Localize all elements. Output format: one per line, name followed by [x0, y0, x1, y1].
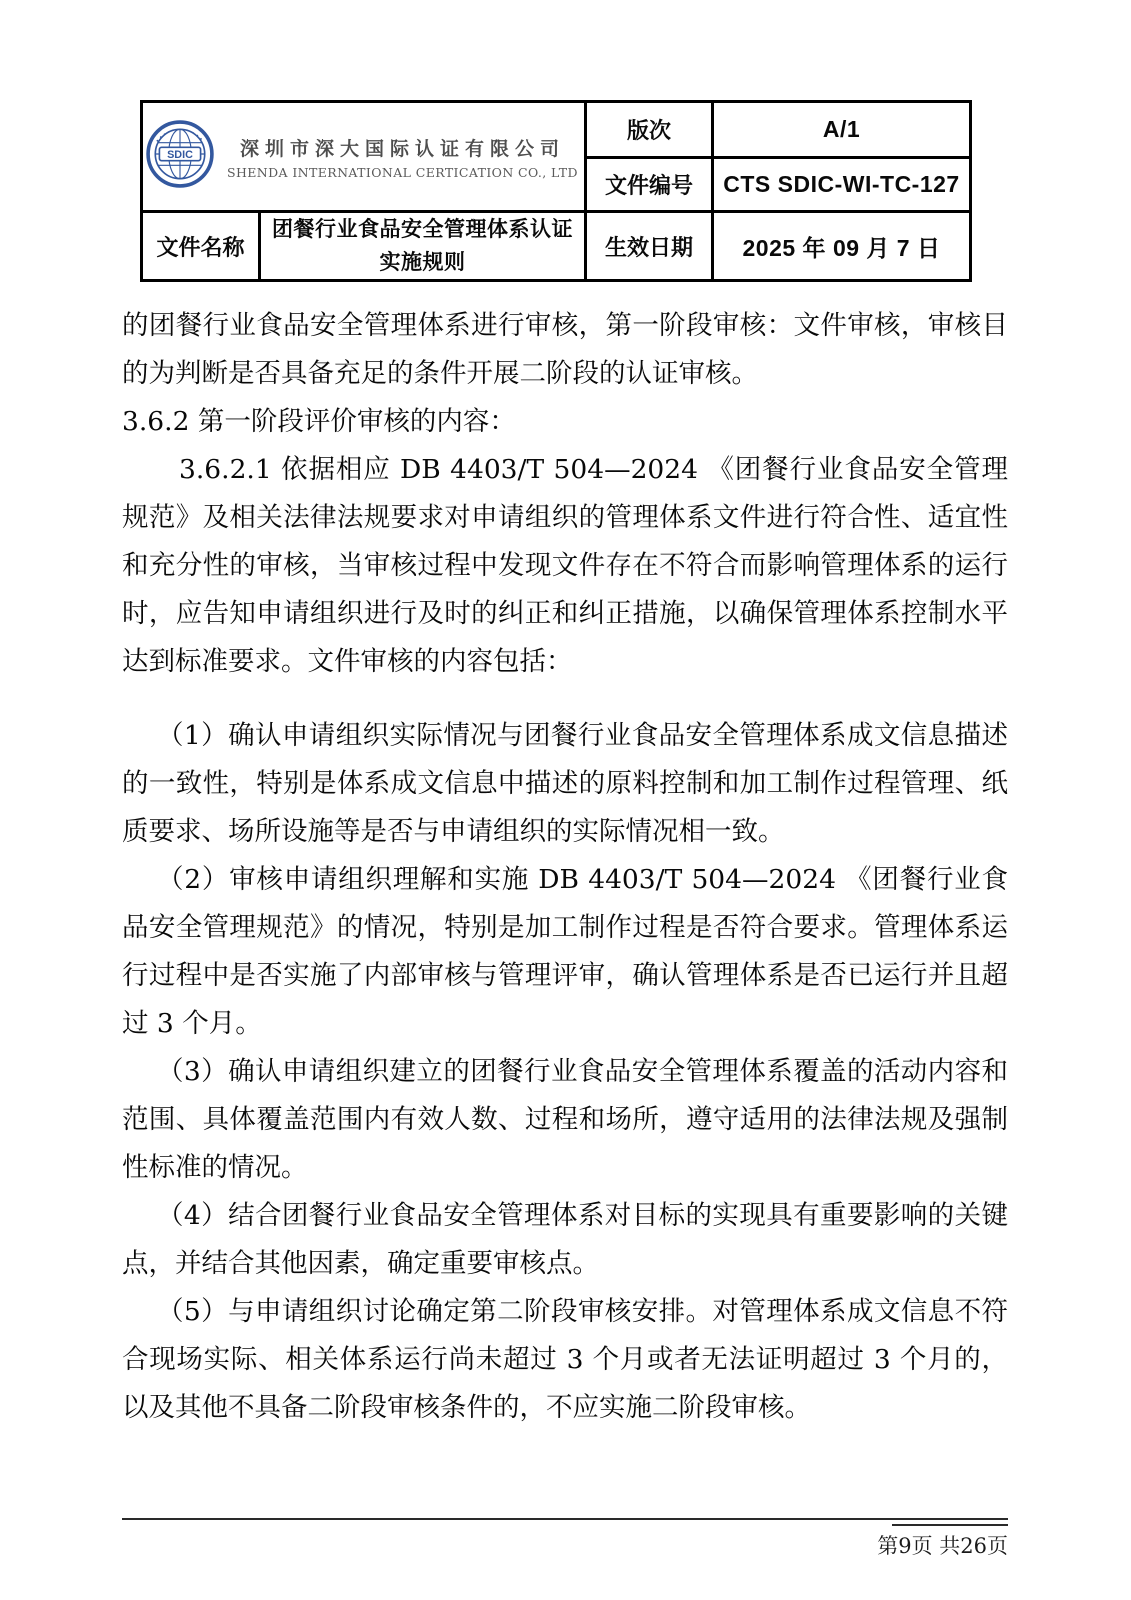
- doc-number-value: CTS SDIC-WI-TC-127: [713, 158, 971, 212]
- doc-name-label: 文件名称: [142, 212, 260, 281]
- effective-date-value: 2025 年 09 月 7 日: [713, 212, 971, 281]
- paragraph-item-2: （2）审核申请组织理解和实施 DB 4403/T 504—2024 《团餐行业食品安全管理规范》的情况，特别是加工制作过程是否符合要求。管理体系运行过程中是否实施了内部审核与管理评审，确认管理体系是否已运行并且超过 3 个月。: [122, 864, 1008, 1039]
- version-value: A/1: [713, 102, 971, 158]
- doc-number-label: 文件编号: [586, 158, 713, 212]
- company-header-cell: [142, 102, 586, 212]
- paragraph-continuation: 的团餐行业食品安全管理体系进行审核，第一阶段审核：文件审核，审核目的为判断是否具备充足的条件开展二阶段的认证审核。: [122, 310, 1008, 389]
- paragraph-3-6-2-1: 3.6.2.1 依据相应 DB 4403/T 504—2024 《团餐行业食品安全管理规范》及相关法律法规要求对申请组织的管理体系文件进行符合性、适宜性和充分性的审核，当审核过程中发现文件存在不符合而影响管理体系的运行时，应告知申请组织进行及时的纠正和纠正措施，以确保管理体系控制水平达到标准要求。文件审核的内容包括：: [122, 454, 1008, 677]
- effective-date-label: 生效日期: [586, 212, 713, 281]
- document-body: [122, 302, 1008, 1432]
- footer-rule-short: [892, 1524, 1008, 1526]
- paragraph-item-1: （1）确认申请组织实际情况与团餐行业食品安全管理体系成文信息描述的一致性，特别是体系成文信息中描述的原料控制和加工制作过程管理、纸质要求、场所设施等是否与申请组织的实际情况相一致。: [122, 720, 1008, 847]
- page-number: 第9页 共26页: [877, 1534, 1008, 1558]
- footer-rule: [122, 1518, 1008, 1520]
- paragraph-item-4: （4）结合团餐行业食品安全管理体系对目标的实现具有重要影响的关键点，并结合其他因素，确定重要审核点。: [122, 1200, 1008, 1279]
- company-name-en: SHENDA INTERNATIONAL CERTICATION CO., LTD: [227, 164, 578, 180]
- company-name-cn: 深圳市深大国际认证有限公司: [239, 138, 565, 160]
- section-heading-3-6-2: 3.6.2 第一阶段评价审核的内容：: [122, 406, 516, 437]
- doc-name-value: 团餐行业食品安全管理体系认证实施规则: [260, 212, 586, 281]
- paragraph-item-3: （3）确认申请组织建立的团餐行业食品安全管理体系覆盖的活动内容和范围、具体覆盖范围内有效人数、过程和场所，遵守适用的法律法规及强制性标准的情况。: [122, 1056, 1008, 1183]
- company-logo-icon: [145, 119, 215, 194]
- paragraph-item-5: （5）与申请组织讨论确定第二阶段审核安排。对管理体系成文信息不符合现场实际、相关体系运行尚未超过 3 个月或者无法证明超过 3 个月的，以及其他不具备二阶段审核条件的，不应实施二阶段审核。: [122, 1296, 1008, 1423]
- svg-text:SDIC: SDIC: [167, 148, 193, 161]
- header-table: [140, 100, 972, 282]
- version-label: 版次: [586, 102, 713, 158]
